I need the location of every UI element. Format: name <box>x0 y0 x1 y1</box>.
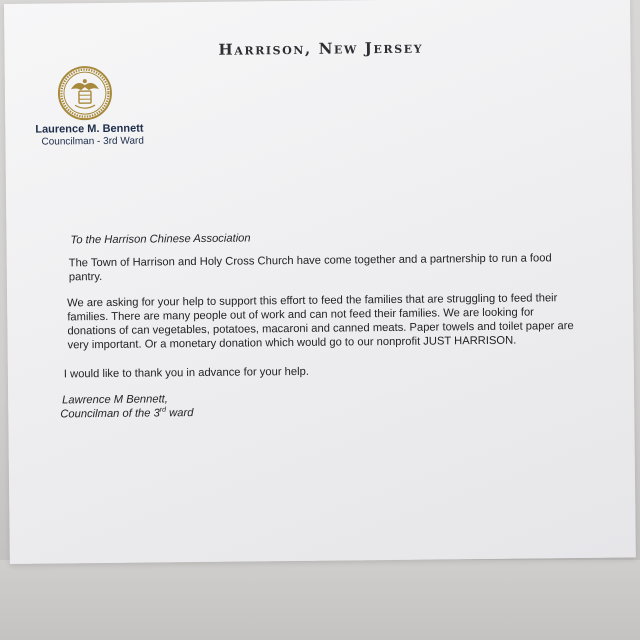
signoff-title <box>60 406 193 421</box>
sender-title: Councilman - 3rd Ward <box>41 135 144 148</box>
paragraph-line: donations of can vegetables, potatoes, macaroni and canned meats. Paper towels and toilet paper are <box>67 320 574 338</box>
letter-paper <box>4 0 636 564</box>
paragraph-thanks: I would like to thank you in advance for your help. <box>63 365 309 381</box>
letterhead-title: Harrison, New Jersey <box>218 38 424 59</box>
signoff-name: Lawrence M Bennett, <box>62 393 168 407</box>
paragraph-food-pantry <box>69 251 552 284</box>
paragraph-line: families. There are many people out of work and can not feed their families. We are looking for <box>67 306 534 324</box>
signoff-title-prefix: Councilman of the 3 <box>60 407 160 421</box>
table-surface <box>0 560 640 640</box>
paragraph-line: very important. Or a monetary donation which would go to our nonprofit JUST HARRISON. <box>67 334 517 352</box>
paragraph-line: We are asking for your help to support this effort to feed the families that are struggling to feed their <box>67 292 558 310</box>
paragraph-donation-request <box>67 291 574 352</box>
paragraph-line: The Town of Harrison and Holy Cross Church have come together and a partnership to run a food <box>68 252 552 270</box>
sender-name: Laurence M. Bennett <box>35 122 144 136</box>
paragraph-line: pantry. <box>68 270 103 284</box>
salutation: To the Harrison Chinese Association <box>70 232 251 247</box>
town-seal-icon <box>57 65 114 122</box>
signoff-title-suffix: ward <box>165 407 194 420</box>
signoff-title-ordinal: rd <box>159 406 167 414</box>
